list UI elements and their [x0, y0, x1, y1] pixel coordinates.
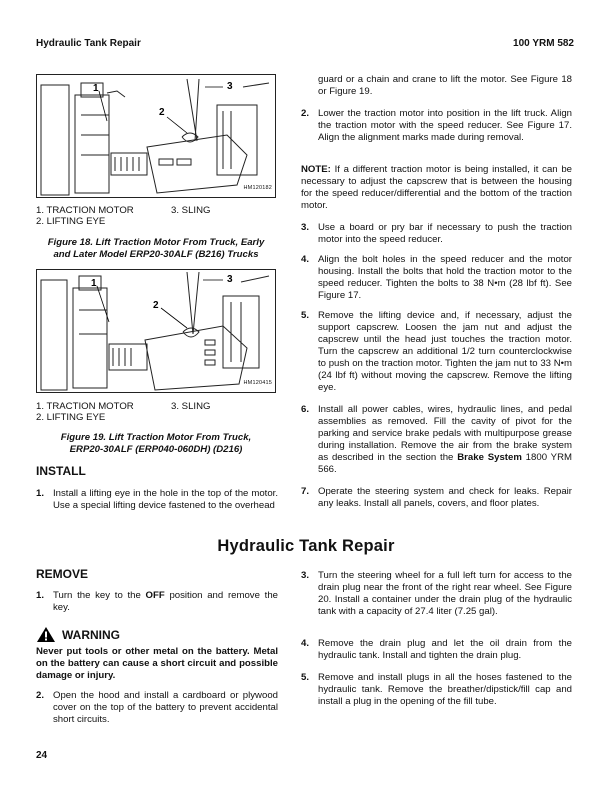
remove-step-5: [301, 672, 572, 708]
callout-1: 1: [93, 83, 99, 94]
section-reference: Brake System: [457, 452, 522, 463]
running-header-left: Hydraulic Tank Repair: [36, 38, 141, 49]
legend-item-3: 3. SLING: [171, 401, 211, 412]
step-number: 4.: [301, 638, 310, 649]
legend-item-2: 2. LIFTING EYE: [36, 216, 106, 227]
caption-line: Figure 18. Lift Traction Motor From Truck, Early: [47, 237, 265, 248]
step-text: [318, 404, 572, 476]
step-text: Remove the drain plug and let the oil drain from the hydraulic tank. Install and tighten the drain plug.: [318, 638, 572, 661]
warning-text: Never put tools or other metal on the battery. Metal on the battery can cause a short circuit and possible damage or injury.: [36, 646, 278, 681]
caption-line: Figure 19. Lift Traction Motor From Truck,: [60, 432, 252, 443]
page-number: 24: [36, 750, 48, 761]
install-heading: INSTALL: [36, 464, 86, 478]
step-text-part: Turn the key to the: [53, 590, 146, 601]
remove-step-1: [36, 590, 278, 614]
step-text-part: 1800 YRM 566.: [318, 452, 572, 475]
traction-motor-lift-drawing: [37, 270, 276, 393]
step-number: 5.: [301, 672, 310, 683]
legend-item-1: 1. TRACTION MOTOR: [36, 205, 134, 216]
step-text: Operate the steering system and check for leaks. Repair any leaks. Install all panels, covers, and floor plates.: [318, 486, 572, 509]
install-step-7: [301, 486, 572, 510]
step-number: 1.: [36, 488, 45, 499]
figure-code: HM120182: [243, 185, 272, 191]
legend-item-2: 2. LIFTING EYE: [36, 412, 106, 423]
callout-1: 1: [91, 278, 97, 289]
callout-3: 3: [227, 81, 233, 92]
step-number: 1.: [36, 590, 45, 601]
step-text: Use a board or pry bar if necessary to push the traction motor into the speed reducer.: [318, 222, 572, 245]
traction-motor-lift-drawing: [37, 75, 276, 198]
callout-3: 3: [227, 274, 233, 285]
callout-2: 2: [159, 107, 165, 118]
figure-19-legend: [36, 401, 210, 423]
warning-triangle-icon: [36, 626, 56, 643]
step-text: [53, 590, 278, 614]
step-number: 5.: [301, 310, 310, 321]
caption-line: and Later Model ERP20-30ALF (B216) Trucks: [53, 249, 259, 260]
step-number: 2.: [36, 690, 45, 701]
step-number: 4.: [301, 254, 310, 265]
install-step-2: [301, 108, 572, 144]
key-position: OFF: [145, 590, 165, 601]
step-text: Open the hood and install a cardboard or plywood cover on the top of the battery to prevent accidental short circuits.: [53, 690, 278, 725]
figure-18-illustration: [36, 74, 276, 198]
warning-header: [36, 626, 120, 643]
continued-text: guard or a chain and crane to lift the motor. See Figure 18 or Figure 19.: [318, 74, 572, 97]
figure-19-illustration: [36, 269, 276, 393]
install-step-4: [301, 254, 572, 302]
step-text: Remove the lifting device and, if necessary, adjust the support capscrew. Loosen the jam nut and adjust the capscrew until the head just touches the traction motor. Turn the capscrew an additional 1/2 turn counterclockwise to push on the traction motor. Tighten the jam nut to 33 N•m (24 lbf ft) without moving the capscrew. Remove the lifting eye.: [318, 310, 572, 393]
figure-19-caption: [36, 432, 276, 456]
install-step-5: [301, 310, 572, 394]
remove-step-4: [301, 638, 572, 662]
step-number: 7.: [301, 486, 310, 497]
running-header-right: 100 YRM 582: [513, 38, 574, 49]
install-step-1: [36, 488, 278, 512]
figure-18-legend: [36, 205, 210, 227]
step-text: Lower the traction motor into position in the lift truck. Align the traction motor with the speed reducer. See Figure 17. Align the alignment marks made during removal.: [318, 108, 572, 143]
warning-label: WARNING: [62, 627, 120, 642]
step-text: Turn the steering wheel for a full left turn for access to the drain plug near the front of the right rear wheel. See Figure 20. Install a container under the drain plug of the hydraulic tank with a capacity of 27.4 liter (7.25 gal).: [318, 570, 572, 617]
note-text: If a different traction motor is being installed, it can be necessary to adjust the capscrew that is between the housing for the speed reducer/differential and the bottom of the traction motor.: [301, 164, 572, 211]
install-step-6: [301, 404, 572, 476]
figure-code: HM120415: [243, 380, 272, 386]
step-number: 2.: [301, 108, 310, 119]
step-number: 3.: [301, 222, 310, 233]
section-title: Hydraulic Tank Repair: [217, 537, 395, 555]
install-step-3: [301, 222, 572, 246]
caption-line: ERP20-30ALF (ERP040-060DH) (D216): [69, 444, 243, 455]
step-number: 6.: [301, 404, 310, 415]
legend-item-1: 1. TRACTION MOTOR: [36, 401, 134, 412]
legend-item-3: 3. SLING: [171, 205, 211, 216]
remove-step-3: [301, 570, 572, 618]
remove-step-2: [36, 690, 278, 726]
callout-2: 2: [153, 300, 159, 311]
remove-heading: REMOVE: [36, 567, 89, 581]
step-text: Install a lifting eye in the hole in the top of the motor. Use a special lifting device fastened to the overhead: [53, 488, 278, 511]
figure-18-caption: [36, 237, 276, 261]
step-number: 3.: [301, 570, 310, 581]
step-text: Align the bolt holes in the speed reducer and the motor housing. Install the bolts that hold the traction motor to the speed reducer. Tighten the bolts to 38 N•m (28 lbf ft). See Figure 17.: [318, 254, 572, 301]
note-label: NOTE:: [301, 164, 331, 175]
step-text-part: position and remove the key.: [53, 590, 278, 613]
install-note: [301, 164, 572, 212]
step-text-part: Install all power cables, wires, hydraulic lines, and pedal assemblies as removed. Fill the cavity of pivot for the parking and service brake pedals with multipurpose grease during installation. Remove the air from the brake system as described in the section the: [318, 404, 572, 463]
step-text: Remove and install plugs in all the hoses fastened to the hydraulic tank. Remove the breather/dipstick/fill cap and install a plug in the opening of the fill tube.: [318, 672, 572, 707]
